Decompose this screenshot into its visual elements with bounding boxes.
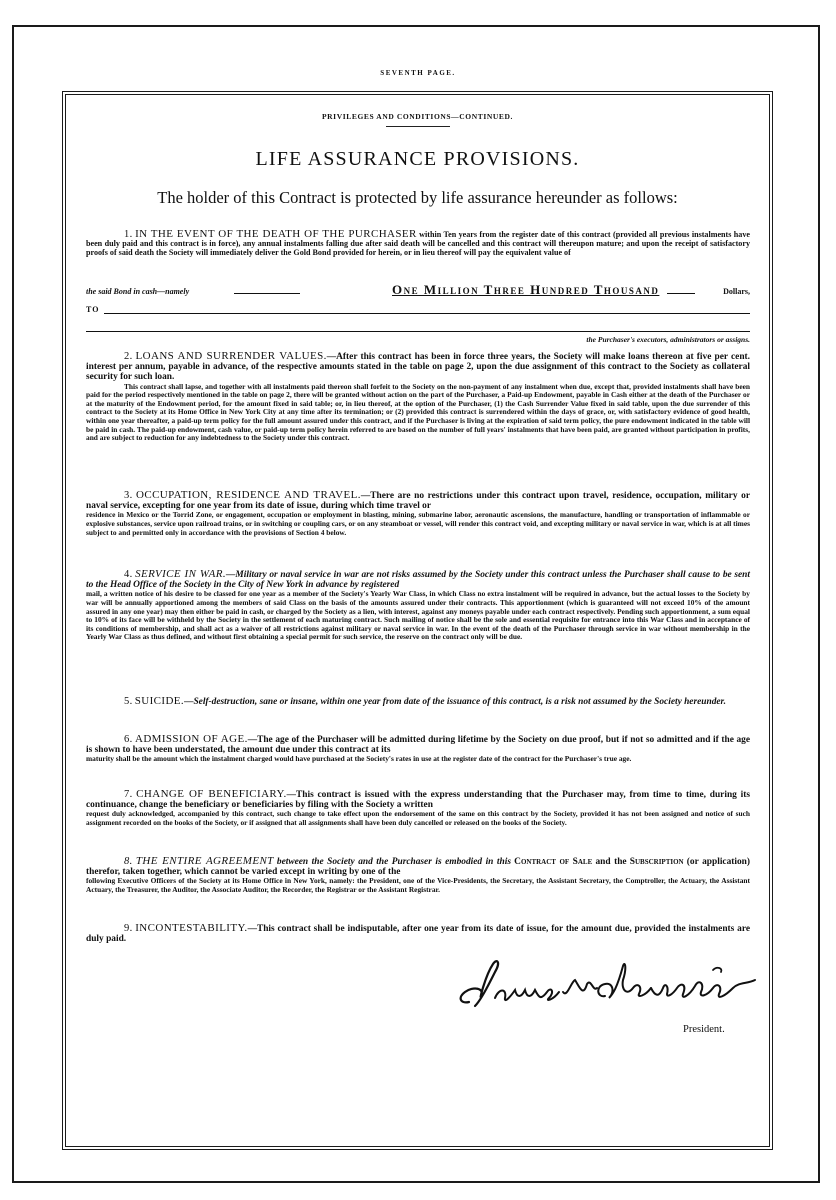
clause-8-text-a: between the Society and the Purchaser is embodied in this bbox=[276, 857, 511, 867]
clause-2-number: 2. bbox=[124, 351, 133, 362]
clause-2-lead: —After this contract has been in force three years, the Society will make loans thereon at five per cent. interest per annum, payable in advance, of the respective amounts stated in the table on page 2, upon the due assignment of this contract to the Society as collateral security for such loan. bbox=[86, 352, 750, 383]
document-subtitle: The holder of this Contract is protected by life assurance hereunder as follows: bbox=[157, 188, 678, 207]
executors-line: the Purchaser's executors, administrators or assigns. bbox=[586, 335, 750, 344]
clause-3-number: 3. bbox=[124, 490, 133, 501]
clause-8-text: following Executive Officers of the Society at its Home Office in New York, namely: the President, one of the Vice-Presidents, the Secretary, the Assistant Secretary, the Comptroller, the Actuary, the Assistant Actuary, the Treasurer, the Auditor, the Associate Auditor, the Recorder, the Registrar or the Assistant Registrar. bbox=[86, 876, 750, 894]
payee-rule-2 bbox=[86, 331, 750, 332]
clause-2-heading: LOANS AND SURRENDER VALUES. bbox=[135, 350, 327, 362]
sum-amount: One Million Three Hundred Thousand bbox=[392, 282, 660, 297]
clause-5-text: —Self-destruction, sane or insane, within one year from date of the issuance of this contract, is a risk not assumed by the Society hereunder. bbox=[184, 697, 727, 707]
to-label: TO bbox=[86, 305, 100, 314]
clause-4-lead: —Military or naval service in war are not risks assumed by the Society under this contract unless the Purchaser shall cause to be sent to the Head Office of the Society in the City of New York in advance by registered bbox=[86, 570, 750, 591]
clause-4-text: mail, a written notice of his desire to be classed for one year as a member of the Society's Yearly War Class, in which Class no extra instalment will be required in advance, but the actual losses to the Society by war will be annually apportioned among the members of said Class on the basis of the amounts assured under their contracts. This apportionment (which is guaranteed will not exceed 10% of the amount assured in any one year) may then either be paid in cash, or charged by the Society as a lien, with interest, against any moneys payable under each contract respectively. Pending such apportionment, a sum equal to 10% of its face will be withheld by the Society in the settlement of each maturing contract. Such mailing of notice shall be the sole and essential requisite for entrance into this War Class and in acceptance of its conditions of membership, and shall act as a waiver of all restrictions against military or naval service in war. In the event of the death of the Purchaser through service in war without membership in the Yearly War Class as thus defined, and without first obtaining a special permit for such service, the reserve on the contract only will be due. bbox=[86, 589, 750, 642]
running-head: PRIVILEGES AND CONDITIONS—CONTINUED. bbox=[62, 112, 773, 127]
clause-7-heading: CHANGE OF BENEFICIARY. bbox=[136, 788, 287, 800]
clause-3-text: residence in Mexico or the Torrid Zone, or engagement, occupation or employment in blasting, mining, submarine labor, aeronautic ascensions, the manufacture, handling or transportation of inflammable or explosive substances, service upon railroad trains, or in switching or coupling cars, or on any steamboat or vessel, will render this contract void, and excepting military or naval service in war, which is at all times subject to and permitted only in accordance with the provisions of Section 4 below. bbox=[86, 510, 750, 537]
clause-1-number: 1. bbox=[124, 229, 133, 240]
clause-5 bbox=[86, 697, 750, 707]
clause-3 bbox=[86, 491, 750, 537]
signatory-title: President. bbox=[683, 1024, 725, 1035]
clause-6-lead: —The age of the Purchaser will be admitted during lifetime by the Society on due proof, but if not so admitted and if the age is shown to have been understated, the amount due under this contract at its bbox=[86, 735, 750, 756]
payee-rule bbox=[104, 313, 750, 314]
signature-mark bbox=[455, 958, 760, 1014]
clause-5-number: 5. bbox=[124, 696, 133, 707]
page-header: SEVENTH PAGE. bbox=[380, 69, 456, 77]
sum-suffix: Dollars, bbox=[723, 287, 750, 296]
clause-8-text-c: (or application) therefor, taken together, which cannot be varied except in writing by one of the bbox=[86, 857, 751, 878]
clause-5-heading: SUICIDE. bbox=[134, 695, 185, 707]
clause-7 bbox=[86, 790, 750, 828]
sum-prefix: the said Bond in cash—namely bbox=[86, 287, 190, 296]
clause-3-lead: —There are no restrictions under this contract upon travel, residence, occupation, military or naval service, excepting for one year from its date of issue, during which time travel or bbox=[86, 491, 750, 512]
subscription: Subscription bbox=[629, 857, 684, 867]
clause-9-heading: INCONTESTABILITY. bbox=[135, 922, 248, 934]
clause-6-heading: ADMISSION OF AGE. bbox=[134, 733, 248, 745]
clause-4-heading: SERVICE IN WAR. bbox=[135, 568, 227, 580]
clause-8-number: 8. bbox=[124, 856, 133, 867]
clause-1 bbox=[86, 230, 750, 258]
clause-3-heading: OCCUPATION, RESIDENCE AND TRAVEL. bbox=[135, 489, 361, 501]
clause-7-number: 7. bbox=[124, 789, 133, 800]
clause-7-lead: —This contract is issued with the express understanding that the Purchaser may, from time to time, during its continuance, change the beneficiary or beneficiaries by filing with the Society a written bbox=[86, 790, 750, 811]
sum-line bbox=[86, 282, 750, 301]
clause-7-text: request duly acknowledged, accompanied by this contract, such change to take effect upon the endorsement of the same on this contract by the Society, provided it has not been assigned and notice of such assignment recorded on the books of the Society, or if assigned that all assignments shall have been duly cancelled or released on the books of the Society. bbox=[86, 809, 750, 827]
clause-8 bbox=[86, 857, 750, 895]
clause-6-number: 6. bbox=[124, 734, 133, 745]
clause-4-number: 4. bbox=[124, 569, 133, 580]
contract-of-sale: Contract of Sale bbox=[514, 857, 593, 867]
fill-rule bbox=[234, 293, 300, 294]
clause-6 bbox=[86, 735, 750, 764]
clause-9 bbox=[86, 924, 750, 944]
clause-4 bbox=[86, 570, 750, 642]
clause-9-number: 9. bbox=[124, 923, 133, 934]
clause-6-text: maturity shall be the amount which the instalment charged would have purchased at the Society's rates in use at the register date of the contract for the Purchaser's true age. bbox=[86, 754, 632, 764]
clause-8-text-b: and the bbox=[595, 857, 627, 867]
clause-8-heading: THE ENTIRE AGREEMENT bbox=[135, 855, 274, 867]
clause-1-text: within Ten years from the register date of this contract (provided all previous instalments have been duly paid and this contract is in force), any annual instalments falling due after said death will be cancelled and this contract will thereupon mature; and upon the receipt of satisfactory proofs of said death the Society will immediately deliver the Gold Bond provided for herein, or in lieu thereof will pay the equivalent value of bbox=[86, 230, 750, 258]
document-title: LIFE ASSURANCE PROVISIONS. bbox=[255, 148, 580, 170]
clause-2-text: This contract shall lapse, and together with all instalments paid thereon shall forfeit to the Society on the non-payment of any instalment when due, except that, provided instalments shall have been paid for the period respectively mentioned in the table on page 2, there will be granted without action on the part of the Purchaser, a Paid-up Endowment, payable in Cash either at the death of the Purchaser or at the maturity of the Endowment period, for the amount fixed in said table; or, in lieu thereof, at the option of the Purchaser, (1) the Cash Surrender Value fixed in said table, upon the due surrender of this contract to the Society at its Home Office in New York City at any time after its termination; or (2) provided this contract is surrendered within the days of grace, or, with satisfactory evidence of good health, within one year thereafter, a paid-up term policy for the full amount assured under this contract, and if the Purchaser is living at the expiration of said term policy, the pure endowment indicated in the table will be paid in cash. The paid-up endowment, cash value, or paid-up term policy herein referred to are based on the number of full years' instalments that have been paid, are granted without participation in profits, and are subject to reduction for any indebtedness to the Society under this contract. bbox=[86, 381, 750, 443]
fill-rule bbox=[667, 293, 695, 294]
clause-1-heading: IN THE EVENT OF THE DEATH OF THE PURCHASER bbox=[135, 228, 417, 240]
clause-9-text: —This contract shall be indisputable, after one year from its date of issue, for the amount due, provided the instalments are duly paid. bbox=[86, 924, 750, 945]
clause-2 bbox=[86, 352, 750, 443]
